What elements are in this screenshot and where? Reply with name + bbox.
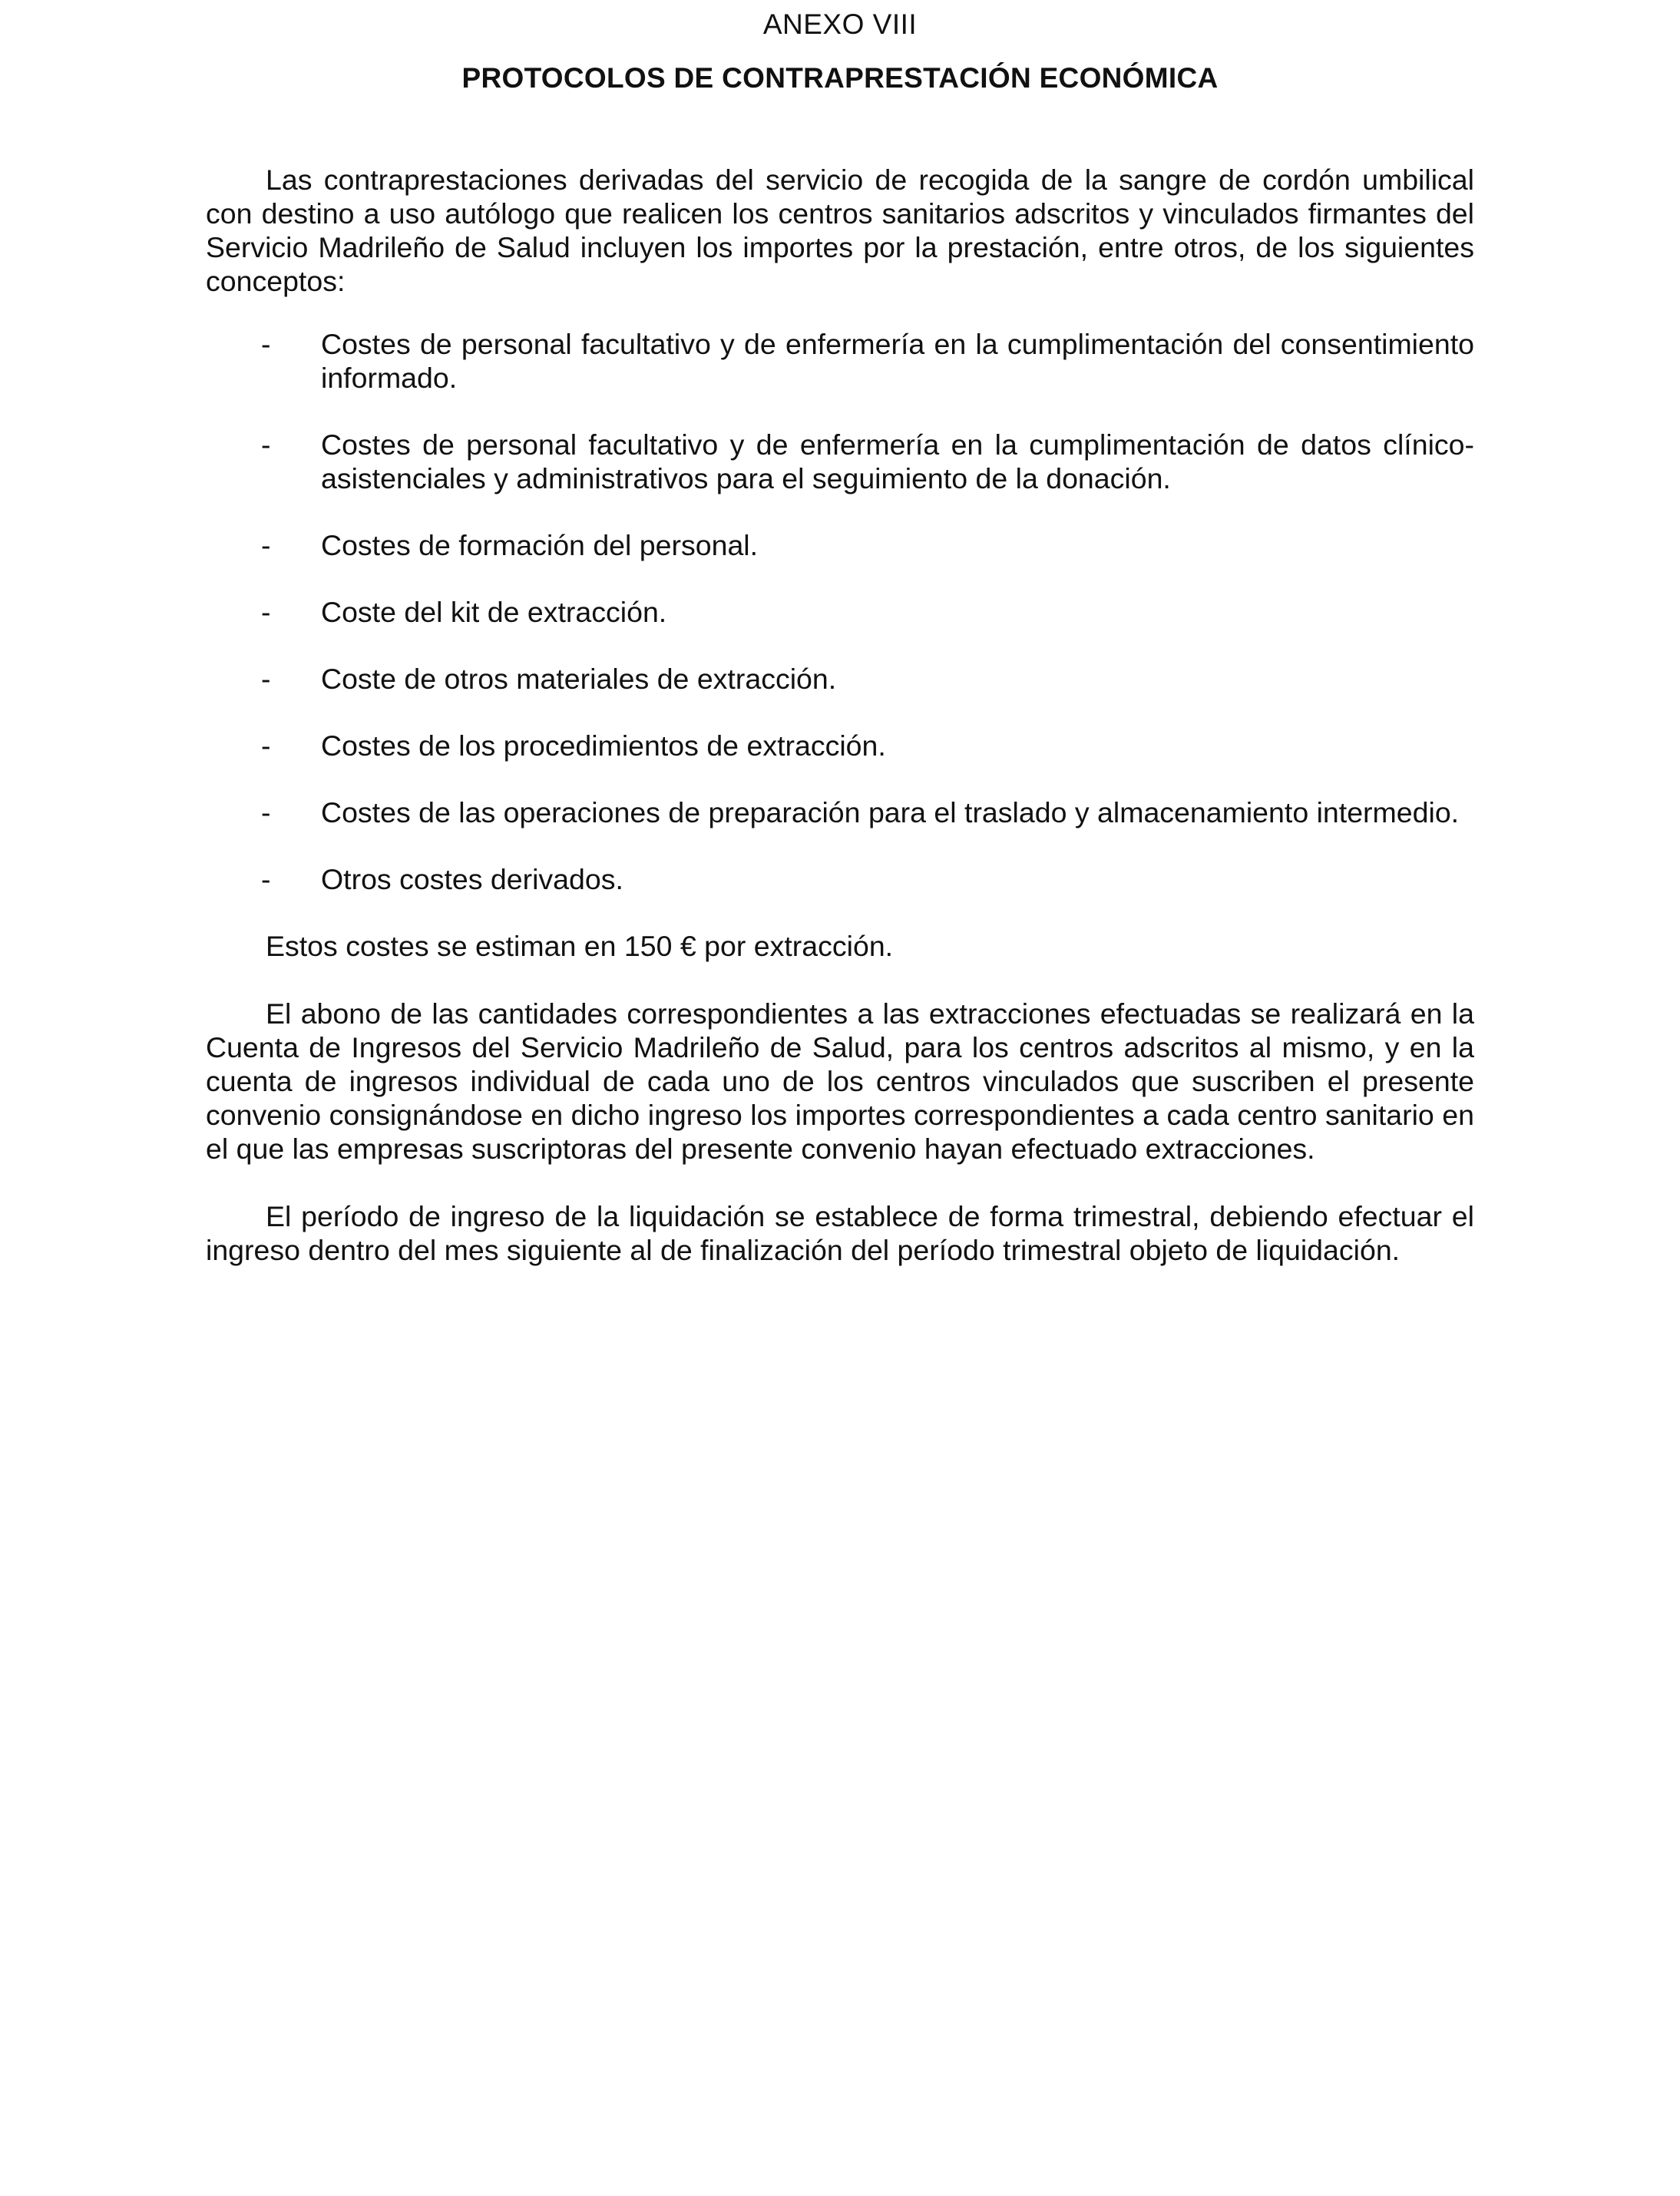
list-item-text: Coste del kit de extracción. <box>321 596 667 628</box>
annex-title: PROTOCOLOS DE CONTRAPRESTACIÓN ECONÓMICA <box>461 62 1219 94</box>
list-item-text: Costes de personal facultativo y de enfermería en la cumplimentación del consentimiento informado. <box>321 328 1474 394</box>
list-item <box>206 662 1474 696</box>
list-item-text: Costes de formación del personal. <box>321 529 759 561</box>
list-item <box>206 795 1474 829</box>
bullet-dash: - <box>261 863 271 895</box>
list-item-text: Coste de otros materiales de extracción. <box>321 663 837 695</box>
bullet-dash: - <box>261 596 271 628</box>
list-item <box>206 528 1474 562</box>
bullet-dash: - <box>261 328 271 360</box>
list-item <box>206 729 1474 762</box>
bullet-dash: - <box>261 796 271 828</box>
concepts-list <box>206 327 1474 896</box>
bullet-dash: - <box>261 663 271 695</box>
bullet-dash: - <box>261 529 271 561</box>
list-item-text: Costes de personal facultativo y de enfermería en la cumplimentación de datos clínico-asistenciales y administrativos para el seguimiento de la donación. <box>321 428 1474 494</box>
bullet-dash: - <box>261 428 271 461</box>
payment-paragraph: El abono de las cantidades correspondientes a las extracciones efectuadas se realizará en la Cuenta de Ingresos del Servicio Madrileño de Salud, para los centros adscritos al mismo, y en la cuenta de ingresos individual de cada uno de los centros vinculados que suscriben el presente convenio consignándose en dicho ingreso los importes correspondientes a cada centro sanitario en el que las empresas suscriptoras del presente convenio hayan efectuado extracciones. <box>206 997 1474 1165</box>
bullet-dash: - <box>261 729 271 762</box>
payment-period-paragraph: El período de ingreso de la liquidación se establece de forma trimestral, debiendo efectuar el ingreso dentro del mes siguiente al de finalización del período trimestral objeto de liquidación. <box>206 1200 1474 1266</box>
list-item-text: Costes de los procedimientos de extracción. <box>321 729 886 762</box>
cost-estimate-paragraph: Estos costes se estiman en 150 € por extracción. <box>266 930 894 962</box>
document-body <box>206 163 1474 1267</box>
list-item <box>206 327 1474 395</box>
list-item <box>206 595 1474 629</box>
annex-number: ANEXO VIII <box>762 8 918 40</box>
list-item <box>206 428 1474 495</box>
list-item-text: Otros costes derivados. <box>321 863 623 895</box>
list-item-text: Costes de las operaciones de preparación para el traslado y almacenamiento intermedio. <box>321 796 1460 828</box>
list-item <box>206 862 1474 896</box>
intro-paragraph: Las contraprestaciones derivadas del servicio de recogida de la sangre de cordón umbilical con destino a uso autólogo que realicen los centros sanitarios adscritos y vinculados firmantes del Servicio Madrileño de Salud incluyen los importes por la prestación, entre otros, de los siguientes conceptos: <box>206 164 1474 297</box>
